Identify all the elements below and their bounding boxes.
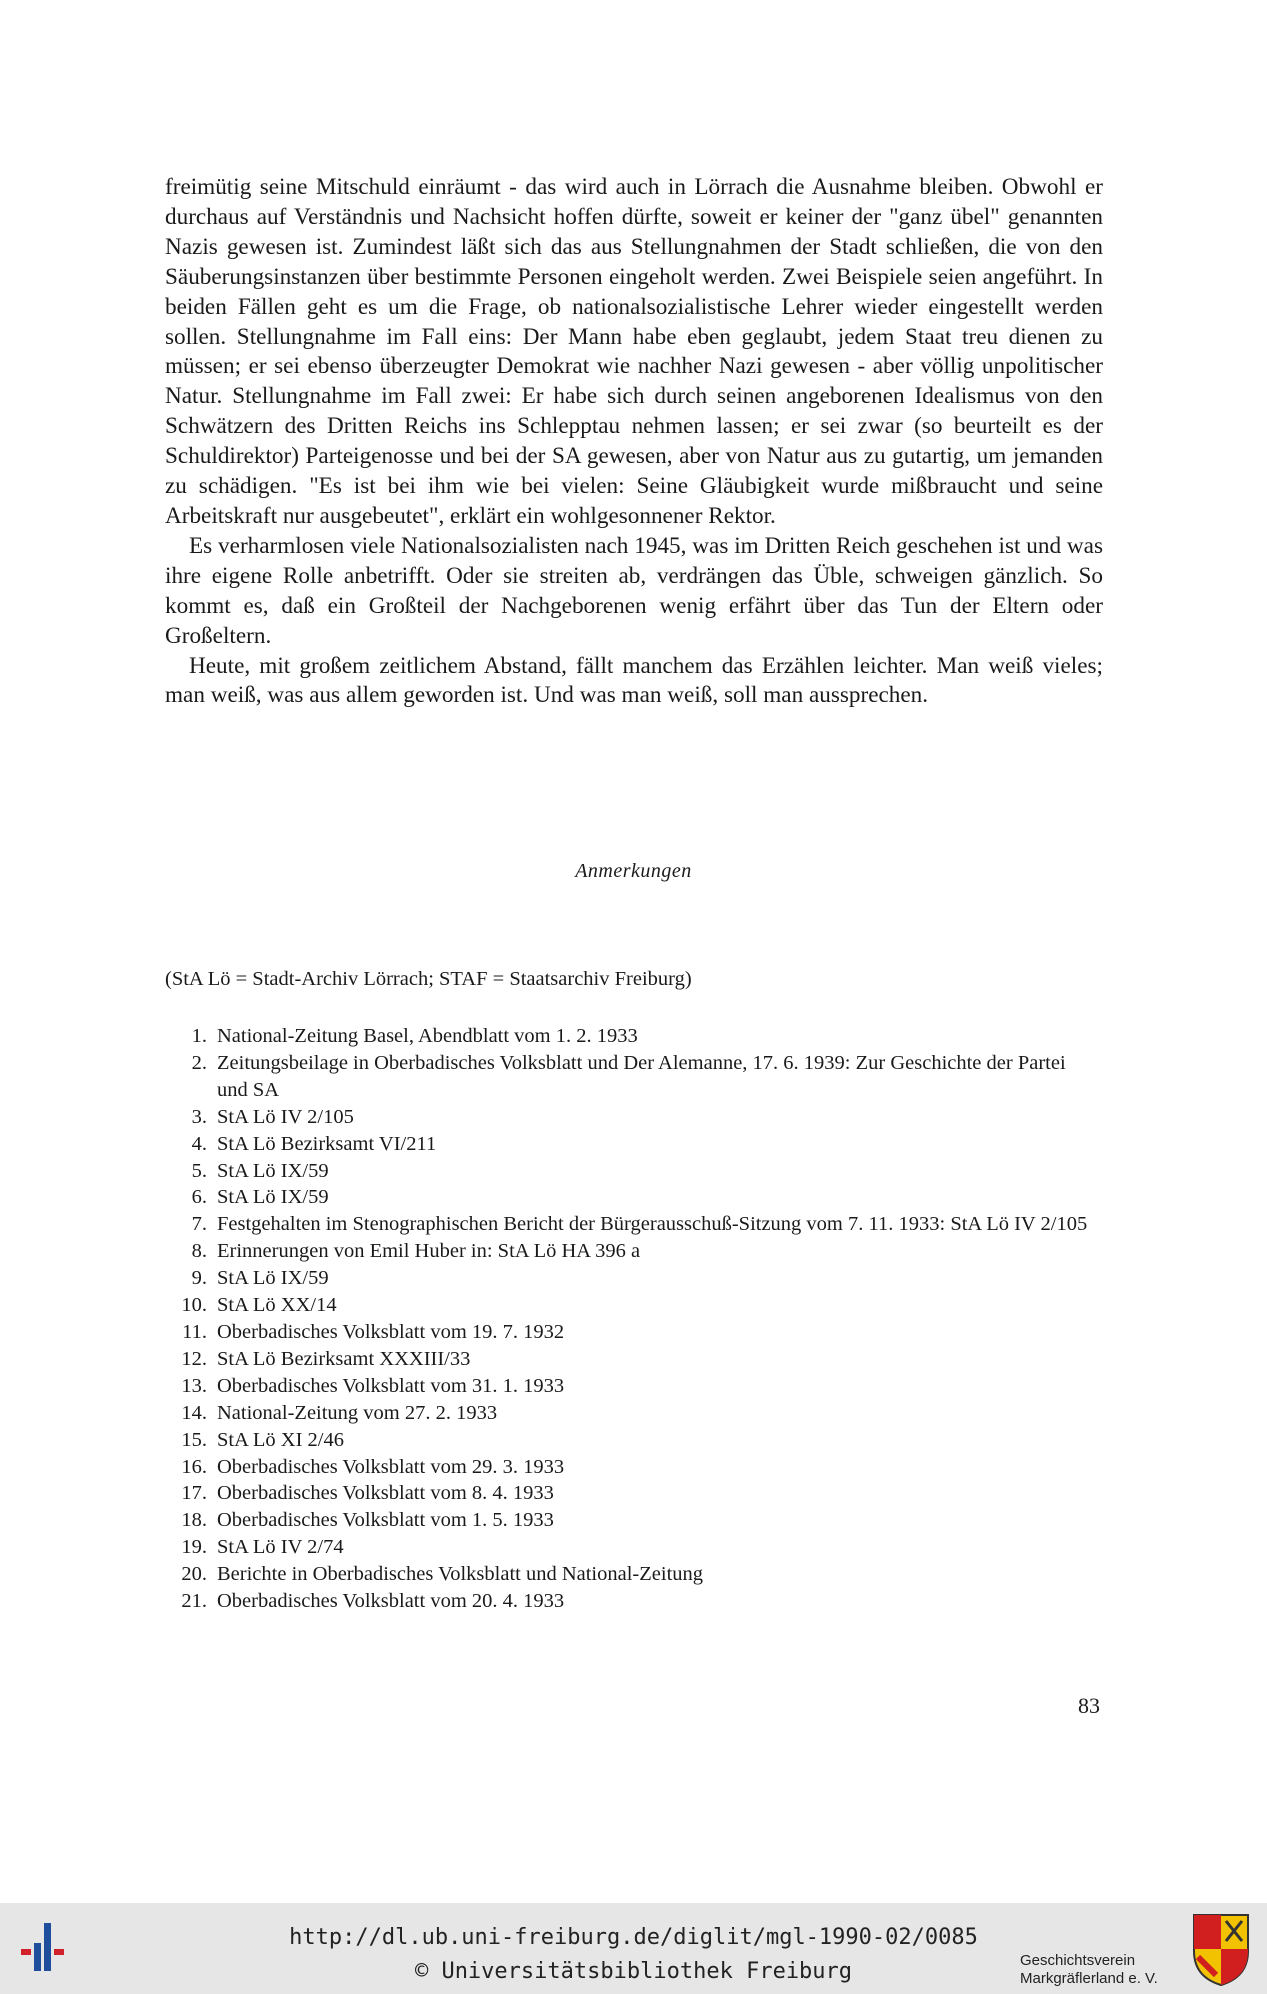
society-name — [1020, 1952, 1200, 1988]
note-text: StA Lö IV 2/105 — [217, 1105, 354, 1128]
note-number: 10. — [181, 1294, 207, 1317]
note-item — [160, 1507, 1100, 1534]
note-text: Berichte in Oberbadisches Volksblatt und National-Zeitung — [217, 1563, 704, 1586]
note-item — [160, 1400, 1100, 1427]
note-text: StA Lö IX/59 — [217, 1159, 329, 1182]
notes-list — [160, 1023, 1100, 1615]
note-number: 7. — [191, 1213, 207, 1236]
note-text: Oberbadisches Volksblatt vom 31. 1. 1933 — [217, 1374, 565, 1397]
note-item — [160, 1373, 1100, 1400]
note-number: 4. — [191, 1132, 207, 1155]
note-item — [160, 1480, 1100, 1507]
note-text: Oberbadisches Volksblatt vom 29. 3. 1933 — [217, 1455, 565, 1478]
paragraph-3: Heute, mit großem zeitlichem Abstand, fällt manchem das Erzählen leichter. Man weiß vieles; man weiß, was aus allem geworden ist. Und was man weiß, soll man aussprechen. — [165, 652, 1103, 709]
note-number: 2. — [191, 1051, 207, 1074]
page-number: 83 — [1078, 1693, 1100, 1718]
note-item — [160, 1211, 1100, 1238]
note-number: 18. — [181, 1509, 207, 1532]
body-text — [165, 173, 1103, 711]
note-number: 8. — [191, 1240, 207, 1263]
note-text: Festgehalten im Stenographischen Bericht der Bürgerausschuß-Sitzung vom 7. 11. 1933: StA Lö IV 2/105 — [217, 1213, 1088, 1236]
note-text: StA Lö XX/14 — [217, 1294, 337, 1317]
coat-of-arms-icon — [1190, 1911, 1252, 1987]
note-item — [160, 1588, 1100, 1615]
note-item — [160, 1131, 1100, 1158]
note-number: 14. — [181, 1401, 207, 1424]
note-number: 12. — [181, 1347, 207, 1370]
note-item — [160, 1184, 1100, 1211]
note-item — [160, 1346, 1100, 1373]
note-text: StA Lö Bezirksamt VI/211 — [217, 1132, 437, 1155]
note-number: 5. — [191, 1159, 207, 1182]
note-number: 11. — [182, 1320, 207, 1343]
footer-bar — [0, 1903, 1267, 1994]
note-number: 15. — [181, 1428, 207, 1451]
note-text: National-Zeitung vom 27. 2. 1933 — [217, 1401, 498, 1424]
note-number: 17. — [181, 1482, 207, 1505]
note-text: StA Lö XI 2/46 — [217, 1428, 344, 1451]
note-item — [160, 1534, 1100, 1561]
paragraph-2: Es verharmlosen viele Nationalsozialisten nach 1945, was im Dritten Reich geschehen ist und was ihre eigene Rolle anbetrifft. Oder sie streiten ab, verdrängen das Üble, schweigen gänzlich. So kommt es, daß ein Großteil der Nachgeborenen wenig erfährt über das Tun der Eltern oder Großeltern. — [165, 532, 1103, 649]
note-number: 16. — [181, 1455, 207, 1478]
note-text: Zeitungsbeilage in Oberbadisches Volksblatt und Der Alemanne, 17. 6. 1939: Zur Geschichte der Partei und SA — [217, 1051, 1066, 1101]
note-item — [160, 1292, 1100, 1319]
note-number: 3. — [191, 1105, 207, 1128]
note-item — [160, 1104, 1100, 1131]
note-text: StA Lö IX/59 — [217, 1186, 329, 1209]
note-number: 1. — [191, 1025, 207, 1047]
note-text: Oberbadisches Volksblatt vom 8. 4. 1933 — [217, 1482, 554, 1505]
note-item — [160, 1023, 1100, 1050]
note-number: 20. — [181, 1563, 207, 1586]
notes-heading: Anmerkungen — [575, 860, 692, 882]
note-text: Oberbadisches Volksblatt vom 19. 7. 1932 — [217, 1320, 565, 1343]
note-number: 9. — [191, 1267, 207, 1290]
paragraph-1: freimütig seine Mitschuld einräumt - das wird auch in Lörrach die Ausnahme bleiben. Obwohl er durchaus auf Verständnis und Nachsicht hoffen dürfte, soweit er keiner der "ganz übel" genannten Nazis gewesen ist. Zumindest läßt sich das aus Stellungnahmen der Stadt schließen, die von den Säuberungsinstanzen über bestimmte Personen eingeholt werden. Zwei Beispiele seien angeführt. In beiden Fällen geht es um die Frage, ob nationalsozialistische Lehrer wieder eingestellt werden sollen. Stellungnahme im Fall eins: Der Mann habe eben geglaubt, jedem Staat treu dienen zu müssen; er sei ebenso überzeugter Demokrat wie nachher Nazi gewesen - aber völlig unpolitischer Natur. Stellungnahme im Fall zwei: Er habe sich durch seinen angeborenen Idealismus von den Schwätzern des Dritten Reichs ins Schlepptau nehmen lassen; er sei zwar (so beurteilt es der Schuldirektor) Parteigenosse und bei der SA gewesen, aber von Natur aus zu gutartig, um jemanden zu schädigen. "Es ist bei ihm wie bei vielen: Seine Gläubigkeit wurde mißbraucht und seine Arbeitskraft nur ausgebeutet", erklärt ein wohlgesonnener Rektor. — [165, 174, 1103, 529]
note-text: StA Lö Bezirksamt XXXIII/33 — [217, 1347, 471, 1370]
note-text: Oberbadisches Volksblatt vom 1. 5. 1933 — [217, 1509, 554, 1532]
society-name-line2: Markgräflerland e. V. — [1020, 1970, 1158, 1987]
note-number: 19. — [181, 1536, 207, 1559]
abbreviations-line: (StA Lö = Stadt-Archiv Lörrach; STAF = Staatsarchiv Freiburg) — [165, 968, 692, 990]
note-text: National-Zeitung Basel, Abendblatt vom 1. 2. 1933 — [217, 1025, 638, 1047]
note-number: 13. — [181, 1374, 207, 1397]
footer-url[interactable]: http://dl.ub.uni-freiburg.de/diglit/mgl-1990-02/0085 — [289, 1925, 978, 1950]
note-text: Oberbadisches Volksblatt vom 20. 4. 1933 — [217, 1590, 565, 1613]
note-text: StA Lö IX/59 — [217, 1267, 329, 1290]
note-item — [160, 1427, 1100, 1454]
note-item — [160, 1319, 1100, 1346]
note-number: 21. — [181, 1590, 207, 1613]
note-number: 6. — [191, 1186, 207, 1209]
note-item — [160, 1265, 1100, 1292]
society-name-line1: Geschichtsverein — [1020, 1952, 1136, 1969]
note-item — [160, 1158, 1100, 1185]
footer-copyright: © Universitätsbibliothek Freiburg — [414, 1959, 853, 1984]
note-item — [160, 1238, 1100, 1265]
note-item — [160, 1050, 1100, 1104]
note-text: Erinnerungen von Emil Huber in: StA Lö HA 396 a — [217, 1240, 641, 1263]
note-item — [160, 1454, 1100, 1481]
note-text: StA Lö IV 2/74 — [217, 1536, 344, 1559]
note-item — [160, 1561, 1100, 1588]
